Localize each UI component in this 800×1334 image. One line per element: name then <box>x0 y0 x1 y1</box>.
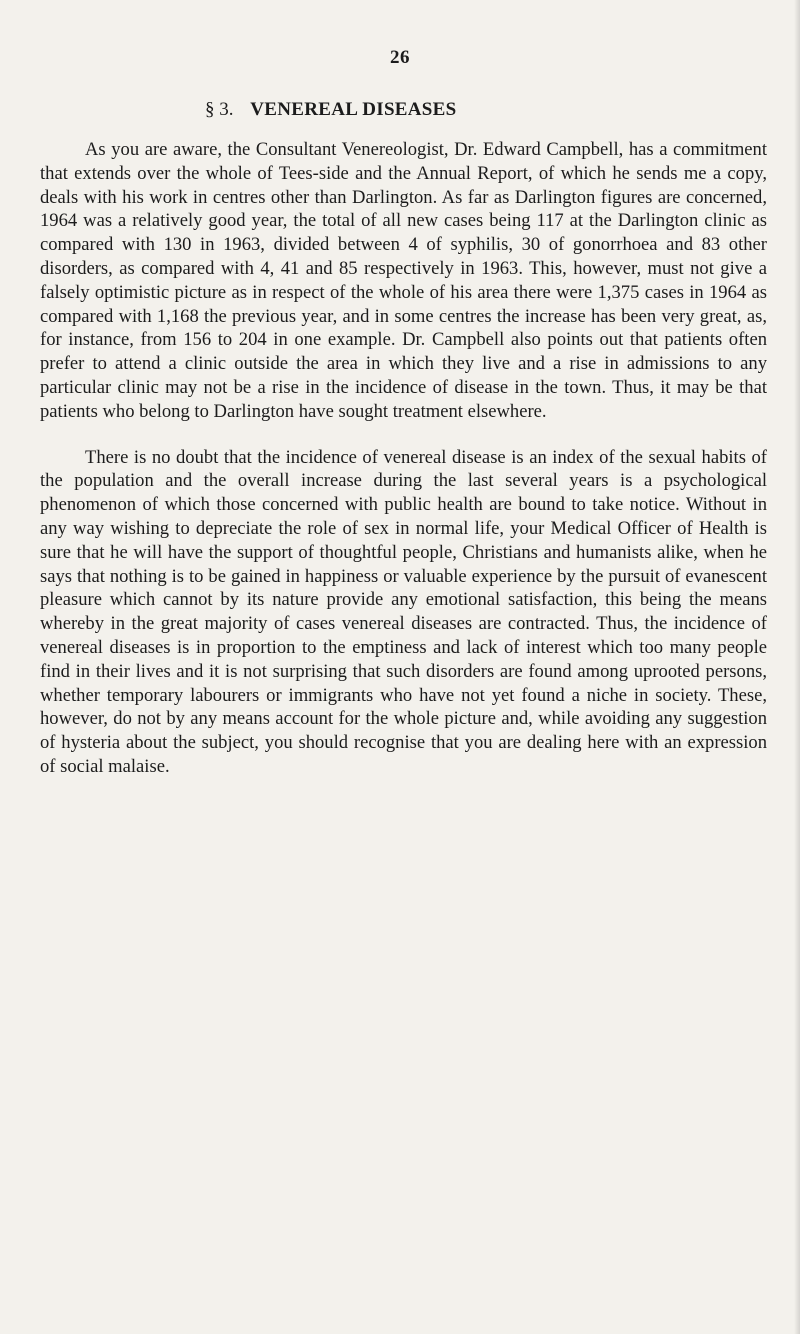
paragraph-1: As you are aware, the Consultant Venereologist, Dr. Edward Campbell, has a commitment that extends over the whole of Tees-side and the Annual Report, of which he sends me a copy, deals with his work in centres other than Darlington. As far as Darlington figures are concerned, 1964 was a relatively good year, the total of all new cases being 117 at the Darlington clinic as compared with 130 in 1963, divided between 4 of syphilis, 30 of gonorrhoea and 83 other disorders, as compared with 4, 41 and 85 respectively in 1963. This, however, must not give a falsely optimistic picture as in respect of the whole of his area there were 1,375 cases in 1964 as compared with 1,168 the previous year, and in some centres the increase has been very great, as, for instance, from 156 to 204 in one example. Dr. Campbell also points out that patients often prefer to attend a clinic outside the area in which they live and a rise in admissions to any particular clinic may not be a rise in the incidence of disease in the town. Thus, it may be that patients who belong to Darlington have sought treatment elsewhere. <box>40 139 767 422</box>
section-body <box>40 138 767 801</box>
section-heading <box>205 99 457 121</box>
page-edge-shadow <box>794 0 800 1334</box>
section-number: § 3. <box>205 99 234 120</box>
page-number: 26 <box>390 47 410 68</box>
paragraph-2: There is no doubt that the incidence of venereal disease is an index of the sexual habits of the population and the overall increase during the last several years is a psychological phenomenon of which those concerned with public health are bound to take notice. Without in any way wishing to depreciate the role of sex in normal life, your Medical Officer of Health is sure that he will have the support of thoughtful people, Christians and humanists alike, when he says that nothing is to be gained in happiness or valuable experience by the pursuit of evanescent pleasure which cannot by its nature provide any emotional satisfaction, this being the means whereby in the great majority of cases venereal diseases are contracted. Thus, the incidence of venereal diseases is in proportion to the emptiness and lack of interest which too many people find in their lives and it is not surprising that such disorders are found among uprooted persons, whether temporary labourers or immigrants who have not yet found a niche in society. These, however, do not by any means account for the whole picture and, while avoiding any suggestion of hysteria about the subject, you should recognise that you are dealing here with an expression of social malaise. <box>40 446 767 777</box>
section-title: VENEREAL DISEASES <box>250 99 457 120</box>
